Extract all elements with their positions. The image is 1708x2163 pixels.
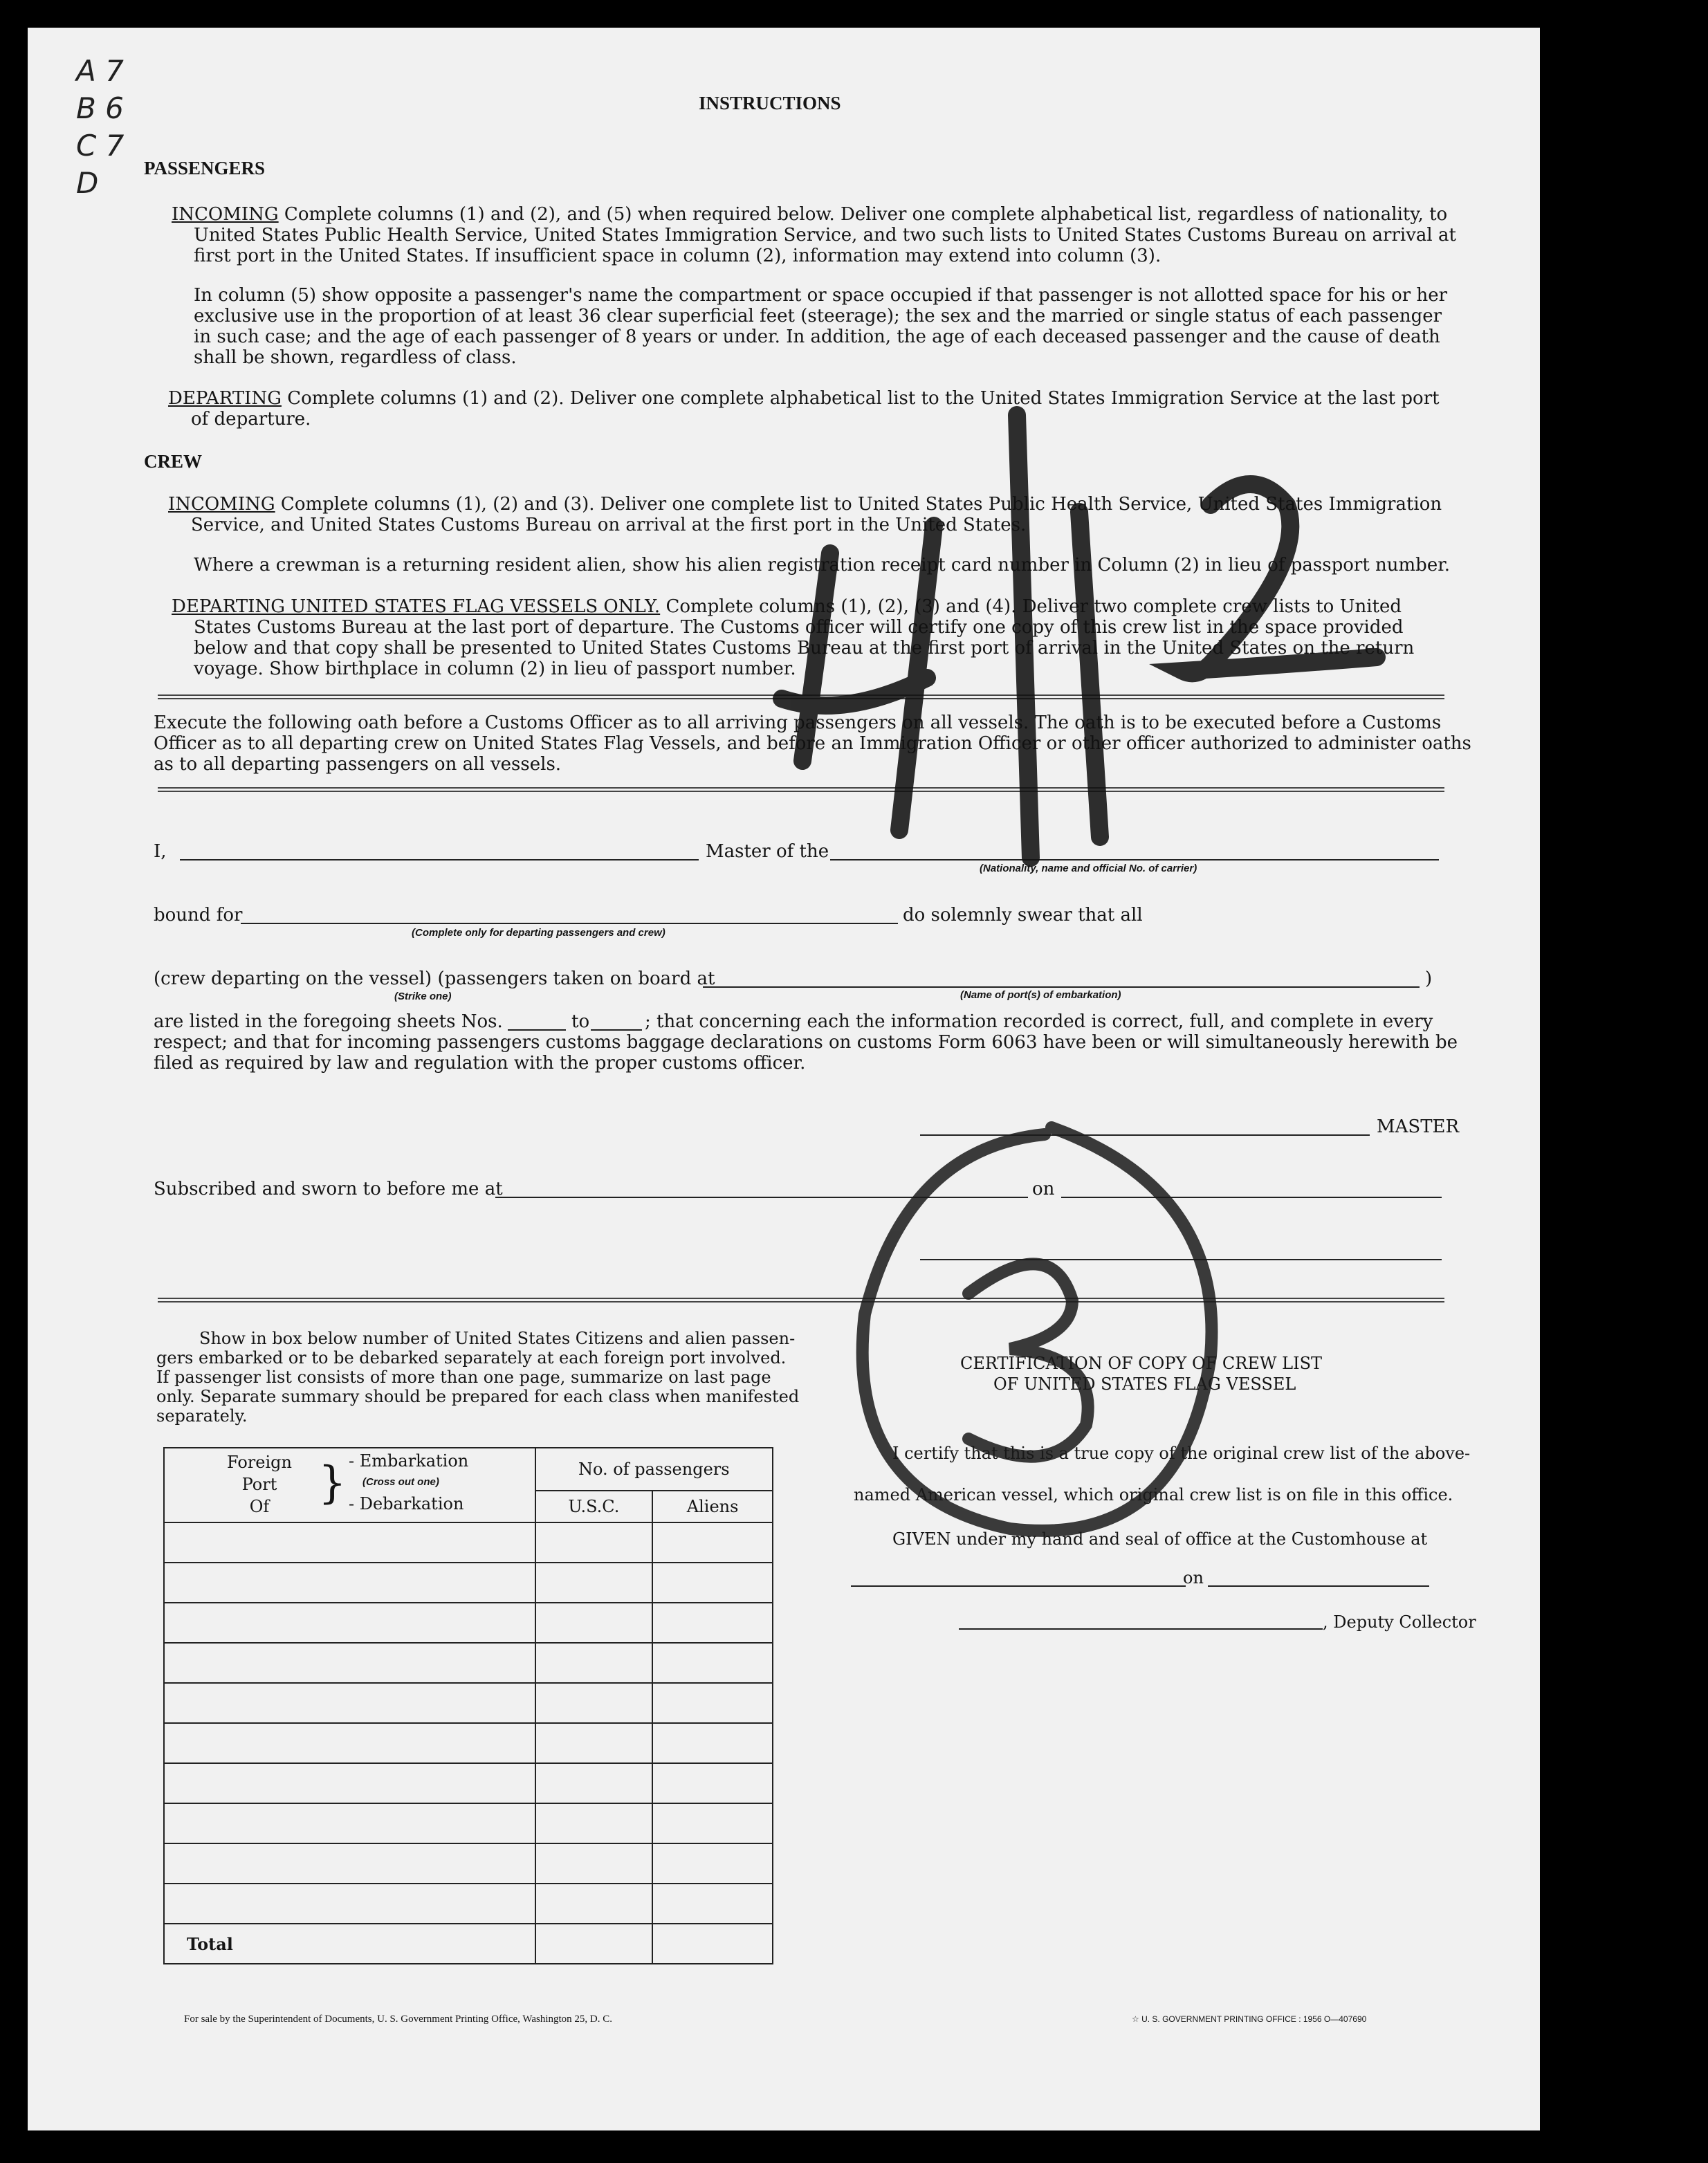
crew-departing-label: DEPARTING UNITED STATES FLAG VESSELS ONLY. [172, 596, 661, 617]
sheet-to-line [591, 1029, 642, 1031]
aliens-cell[interactable] [652, 1843, 773, 1884]
table-row [164, 1843, 773, 1884]
subscribed-label: Subscribed and sworn to before me at [154, 1179, 503, 1199]
filed-line: filed as required by law and regulation with the proper customs officer. [154, 1053, 806, 1074]
crew-incoming-line-1: Complete columns (1), (2) and (3). Deliver one complete list to United States Public Health Service, United States Immigration [280, 494, 1442, 515]
master-of-the-label: Master of the [706, 841, 829, 862]
aliens-cell[interactable] [652, 1723, 773, 1763]
certification-line-2: named American vessel, which original crew list is on file in this office. [854, 1485, 1453, 1504]
aliens-cell[interactable] [652, 1603, 773, 1643]
crew-departing-strike: (crew departing on the vessel) (passengers taken on board at [154, 968, 715, 989]
port-cell[interactable] [164, 1723, 535, 1763]
bound-for-line [241, 923, 898, 924]
column5-line-4: shall be shown, regardless of class. [194, 347, 517, 368]
oath-intro-line-3: as to all departing passengers on all vessels. [154, 754, 562, 775]
column5-line-2: exclusive use in the proportion of at least 36 clear superficial feet (steerage); the sex and the married or single status of each passenger [194, 306, 1442, 326]
port-cell[interactable] [164, 1683, 535, 1723]
departing-label: DEPARTING [168, 388, 282, 409]
port-cell[interactable] [164, 1643, 535, 1683]
crew-departing-line-3: below and that copy shall be presented to United States Customs Bureau at the first port of arrival in the United States on the return [194, 638, 1415, 659]
table-header-row [164, 1448, 773, 1491]
crewman-line: Where a crewman is a returning resident alien, show his alien registration receipt card number in Column (2) in lieu of passport number. [194, 555, 1451, 576]
certification-title-1: CERTIFICATION OF COPY OF CREW LIST [960, 1354, 1323, 1373]
table-row [164, 1803, 773, 1843]
table-row [164, 1603, 773, 1643]
margin-note-b: B 6 [76, 91, 124, 125]
certification-title-2: OF UNITED STATES FLAG VESSEL [993, 1374, 1296, 1394]
passengers-incoming [172, 204, 1447, 225]
summary-line-1: Show in box below number of United States Citizens and alien passen- [199, 1329, 796, 1348]
certification-line-1: I certify that this is a true copy of the original crew list of the above- [892, 1444, 1471, 1463]
crew-departing-line-4: voyage. Show birthplace in column (2) in lieu of passport number. [194, 659, 796, 679]
certification-line-3: GIVEN under my hand and seal of office at the Customhouse at [892, 1529, 1428, 1549]
bound-hint: (Complete only for departing passengers and crew) [412, 927, 665, 939]
embarkation-label: - Embarkation [349, 1451, 469, 1471]
summary-line-2: gers embarked or to be debarked separately at each foreign port involved. [156, 1348, 787, 1368]
usc-cell[interactable] [535, 1843, 653, 1884]
no-passengers-header: No. of passengers [535, 1448, 773, 1491]
port-cell[interactable] [164, 1843, 535, 1884]
column5-line-3: in such case; and the age of each passenger of 8 years or under. In addition, the age of each deceased passenger and the cause of death [194, 326, 1440, 347]
certification-date-line [1208, 1585, 1429, 1587]
aliens-total-cell[interactable] [652, 1924, 773, 1964]
aliens-cell[interactable] [652, 1884, 773, 1924]
usc-cell[interactable] [535, 1723, 653, 1763]
crew-heading: CREW [144, 451, 203, 472]
summary-line-5: separately. [156, 1406, 248, 1426]
solemnly-label: do solemnly swear that all [903, 905, 1143, 926]
usc-cell[interactable] [535, 1563, 653, 1603]
strike-one-hint: (Strike one) [394, 991, 452, 1002]
table-row [164, 1723, 773, 1763]
master-label: MASTER [1377, 1116, 1460, 1137]
port-cell[interactable] [164, 1522, 535, 1563]
table-row [164, 1522, 773, 1563]
document [28, 28, 1540, 2130]
usc-cell[interactable] [535, 1884, 653, 1924]
circled-number-mark [823, 1107, 1238, 1570]
form-page [28, 28, 1540, 2130]
foreign-port-label [227, 1451, 292, 1518]
margin-note-c: C 7 [76, 129, 125, 163]
certification-on-label: on [1183, 1568, 1204, 1587]
aliens-cell[interactable] [652, 1763, 773, 1803]
oath-intro-line-1: Execute the following oath before a Customs Officer as to all arriving passengers on all vessels. The oath is to be executed before a Customs [154, 712, 1442, 733]
port-cell[interactable] [164, 1884, 535, 1924]
margin-note-d: D [76, 166, 99, 200]
usc-cell[interactable] [535, 1803, 653, 1843]
usc-cell[interactable] [535, 1603, 653, 1643]
summary-line-3: If passenger list consists of more than one page, summarize on last page [156, 1368, 771, 1387]
ports-hint: (Name of port(s) of embarkation) [960, 989, 1121, 1001]
port-cell[interactable] [164, 1803, 535, 1843]
passengers-incoming-line-1: Complete columns (1) and (2), and (5) when required below. Deliver one complete alphabetical list, regardless of nationality, to [284, 204, 1448, 225]
listed-to: to [571, 1011, 590, 1032]
port-label: Port [241, 1475, 277, 1494]
foreign-label: Foreign [227, 1453, 292, 1472]
debarkation-label: - Debarkation [349, 1494, 464, 1513]
port-cell[interactable] [164, 1563, 535, 1603]
summary-line-4: only. Separate summary should be prepared for each class when manifested [156, 1387, 800, 1406]
bound-for-label: bound for [154, 905, 243, 926]
footer-right: ☆ U. S. GOVERNMENT PRINTING OFFICE : 1956 O—407690 [1132, 2014, 1367, 2024]
passengers-incoming-line-2: United States Public Health Service, United States Immigration Service, and two such lists to United States Customs Bureau on arrival at [194, 225, 1456, 246]
incoming-label: INCOMING [172, 204, 279, 225]
table-total-row [164, 1924, 773, 1964]
oath-i-label: I, [154, 841, 167, 862]
usc-total-cell[interactable] [535, 1924, 653, 1964]
aliens-header: Aliens [652, 1491, 773, 1522]
table-row [164, 1683, 773, 1723]
master-name-line [180, 859, 699, 860]
crew-departing-line-1: Complete columns (1), (2), (3) and (4). Deliver two complete crew lists to United [665, 596, 1402, 617]
crew-incoming-line-2: Service, and United States Customs Bureau on arrival at the first port in the United States. [191, 515, 1027, 535]
deputy-collector-label: , Deputy Collector [1323, 1612, 1476, 1632]
passengers-departing-line-2: of departure. [191, 409, 311, 430]
oath-intro-line-2: Officer as to all departing crew on United States Flag Vessels, and before an Immigration Officer or other officer authorized to administer oaths [154, 733, 1471, 754]
total-label: Total [164, 1924, 535, 1964]
crew-departing-line-2: States Customs Bureau at the last port of departure. The Customs officer will certify one copy of this crew list in the space provided [194, 617, 1404, 638]
deputy-signature-line [959, 1628, 1323, 1630]
aliens-cell[interactable] [652, 1683, 773, 1723]
customhouse-line [851, 1585, 1186, 1587]
port-cell[interactable] [164, 1763, 535, 1803]
brace: } [318, 1457, 347, 1509]
table-row [164, 1763, 773, 1803]
respect-line: respect; and that for incoming passengers customs baggage declarations on customs Form 6063 have been or will simultaneously herewith be [154, 1032, 1458, 1053]
close-paren: ) [1425, 968, 1433, 989]
aliens-cell[interactable] [652, 1803, 773, 1843]
aliens-cell[interactable] [652, 1522, 773, 1563]
of-label: Of [249, 1497, 270, 1516]
listed-text-a: are listed in the foregoing sheets Nos. [154, 1011, 503, 1032]
usc-cell[interactable] [535, 1763, 653, 1803]
passengers-heading: PASSENGERS [144, 158, 266, 178]
handwritten-date-mark [754, 374, 1446, 878]
footer-left: For sale by the Superintendent of Documents, U. S. Government Printing Office, Washington 25, D. C. [184, 2014, 612, 2025]
aliens-cell[interactable] [652, 1643, 773, 1683]
instructions-title: INSTRUCTIONS [699, 93, 841, 113]
margin-notes [76, 53, 124, 202]
usc-cell[interactable] [535, 1683, 653, 1723]
cross-out-hint: (Cross out one) [362, 1476, 439, 1488]
passenger-summary-table [163, 1447, 773, 1964]
table-row [164, 1563, 773, 1603]
nationality-hint: (Nationality, name and official No. of carrier) [980, 863, 1197, 874]
ports-line [703, 986, 1420, 988]
divider [158, 1298, 1444, 1303]
listed-text-b: ; that concerning each the information recorded is correct, full, and complete in every [645, 1011, 1433, 1032]
passengers-departing-line-1: Complete columns (1) and (2). Deliver one complete alphabetical list to the United States Immigration Service at the last port [287, 388, 1440, 409]
port-header-cell [164, 1448, 535, 1522]
column5-line-1: In column (5) show opposite a passenger's name the compartment or space occupied if that passenger is not allotted space for his or her [194, 285, 1448, 306]
table-row [164, 1643, 773, 1683]
usc-header: U.S.C. [535, 1491, 653, 1522]
table-row [164, 1884, 773, 1924]
sheet-from-line [508, 1029, 566, 1031]
usc-cell[interactable] [535, 1522, 653, 1563]
margin-note-a: A 7 [76, 54, 124, 88]
port-cell[interactable] [164, 1603, 535, 1643]
passengers-incoming-line-3: first port in the United States. If insufficient space in column (2), information may extend into column (3). [194, 246, 1161, 266]
crew-incoming-label: INCOMING [168, 494, 275, 515]
aliens-cell[interactable] [652, 1563, 773, 1603]
on-label: on [1032, 1179, 1055, 1199]
usc-cell[interactable] [535, 1643, 653, 1683]
